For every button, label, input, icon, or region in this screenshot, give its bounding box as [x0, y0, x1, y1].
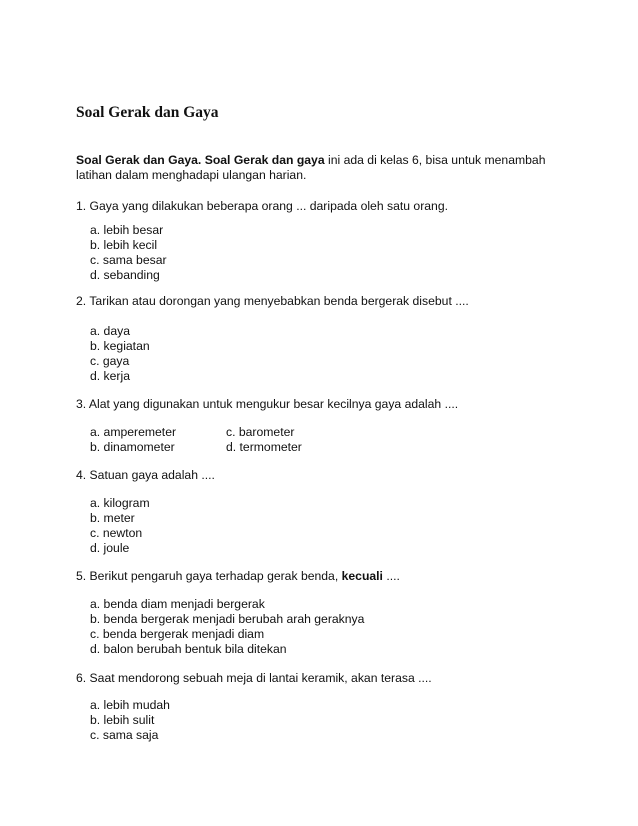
question-1-options — [90, 223, 167, 283]
option: b. lebih sulit — [90, 713, 155, 727]
option: c. barometer — [226, 425, 295, 439]
option: b. benda bergerak menjadi berubah arah geraknya — [90, 612, 365, 626]
question-2-options — [90, 324, 150, 384]
question-3-options — [90, 425, 302, 455]
question-1: 1. Gaya yang dilakukan beberapa orang ... daripada oleh satu orang. — [76, 199, 448, 213]
option: d. termometer — [226, 440, 302, 454]
question-6: 6. Saat mendorong sebuah meja di lantai keramik, akan terasa .... — [76, 671, 432, 685]
option: d. kerja — [90, 369, 130, 383]
option: d. sebanding — [90, 268, 160, 282]
question-6-options — [90, 698, 170, 743]
option: b. meter — [90, 511, 135, 525]
option: a. kilogram — [90, 496, 150, 510]
option: c. sama saja — [90, 728, 159, 742]
option: b. lebih kecil — [90, 238, 158, 252]
document-title: Soal Gerak dan Gaya — [76, 104, 219, 121]
option: c. gaya — [90, 354, 130, 368]
option: b. dinamometer — [90, 440, 175, 454]
option: c. benda bergerak menjadi diam — [90, 627, 265, 641]
option: a. benda diam menjadi bergerak — [90, 597, 265, 611]
option-row — [90, 425, 302, 440]
question-5-bold-word: kecuali — [341, 569, 383, 583]
intro-bold-text: Soal Gerak dan Gaya. Soal Gerak dan gaya — [76, 153, 325, 167]
question-5-options — [90, 597, 364, 657]
option: a. lebih besar — [90, 223, 164, 237]
question-5-text-end: .... — [382, 569, 400, 583]
question-4-options — [90, 496, 150, 556]
option-row — [90, 440, 302, 455]
question-2: 2. Tarikan atau dorongan yang menyebabkan benda bergerak disebut .... — [76, 294, 469, 308]
question-3: 3. Alat yang digunakan untuk mengukur besar kecilnya gaya adalah .... — [76, 397, 459, 411]
intro-line-1 — [76, 153, 576, 168]
option: d. balon berubah bentuk bila ditekan — [90, 642, 287, 656]
option: a. lebih mudah — [90, 698, 170, 712]
option: b. kegiatan — [90, 339, 150, 353]
intro-paragraph — [76, 153, 576, 183]
option: d. joule — [90, 541, 130, 555]
option: a. amperemeter — [90, 425, 177, 439]
option: c. newton — [90, 526, 143, 540]
option: c. sama besar — [90, 253, 167, 267]
question-5 — [76, 569, 596, 584]
question-5-text: 5. Berikut pengaruh gaya terhadap gerak benda, — [76, 569, 342, 583]
intro-line-1-rest: ini ada di kelas 6, bisa untuk menambah — [324, 153, 546, 167]
option: a. daya — [90, 324, 130, 338]
intro-line-2: latihan dalam menghadapi ulangan harian. — [76, 168, 307, 182]
question-4: 4. Satuan gaya adalah .... — [76, 468, 215, 482]
